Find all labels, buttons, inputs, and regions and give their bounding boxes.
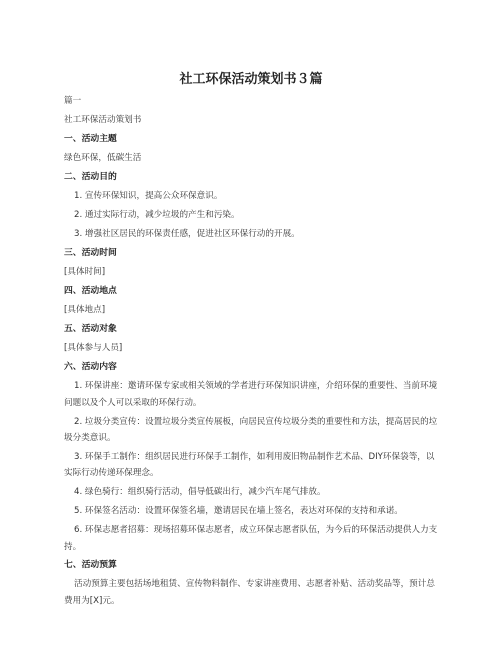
content-item-text: 2. 垃圾分类宣传：设置垃圾分类宣传展板，向居民宣传垃圾分类的重要性和方法，提高居民的垃圾分类意识。 — [64, 416, 438, 444]
heading-budget: 七、活动预算 — [64, 560, 117, 571]
content-item-text: 4. 绿色骑行：组织骑行活动，倡导低碳出行，减少汽车尾气排放。 — [74, 487, 326, 498]
budget-paragraph — [64, 575, 440, 610]
content-item — [64, 502, 440, 521]
section-label: 篇一 — [64, 96, 82, 106]
theme-text: 绿色环保，低碳生活 — [64, 153, 142, 163]
content-item-text: 1. 环保讲座：邀请环保专家或相关领域的学者进行环保知识讲座，介绍环保的重要性、当前环境问题以及个人可以采取的环保行动。 — [64, 381, 438, 408]
document-title: 社工环保活动策划书３篇 — [179, 72, 323, 87]
document-body — [64, 92, 440, 611]
heading-place: 四、活动地点 — [64, 286, 117, 296]
heading-time: 三、活动时间 — [64, 248, 117, 258]
time-text: [具体时间] — [64, 267, 106, 277]
document-name: 社工环保活动策划书 — [64, 115, 142, 125]
audience-text: [具体参与人员] — [64, 343, 123, 353]
content-item-text: 3. 环保手工制作：组织居民进行环保手工制作，如利用废旧物品制作艺术品、DIY环保袋等，以实际行动传递环保理念。 — [64, 451, 435, 479]
content-item — [64, 448, 440, 483]
heading-content: 六、活动内容 — [64, 362, 117, 372]
goal-item: 3. 增强社区居民的环保责任感，促进社区环保行动的开展。 — [74, 229, 300, 239]
content-item-text: 6. 环保志愿者招募：现场招募环保志愿者，成立环保志愿者队伍，为今后的环保活动提供人力支持。 — [64, 525, 438, 552]
goal-item: 1. 宣传环保知识，提高公众环保意识。 — [74, 191, 223, 201]
content-item — [64, 521, 440, 556]
heading-theme: 一、活动主题 — [64, 134, 117, 144]
content-item — [64, 412, 440, 447]
heading-purpose: 二、活动目的 — [64, 172, 117, 182]
content-item-text: 5. 环保签名活动：设置环保签名墙，邀请居民在墙上签名，表达对环保的支持和承诺。 — [74, 506, 403, 517]
content-item — [64, 483, 440, 502]
goal-item: 2. 通过实际行动，减少垃圾的产生和污染。 — [74, 210, 240, 220]
budget-text: 活动预算主要包括场地租赁、宣传物料制作、专家讲座费用、志愿者补贴、活动奖品等，预计总费用为[X]元。 — [64, 579, 435, 606]
place-text: [具体地点] — [64, 305, 106, 315]
content-item — [64, 377, 440, 412]
heading-audience: 五、活动对象 — [64, 324, 117, 334]
